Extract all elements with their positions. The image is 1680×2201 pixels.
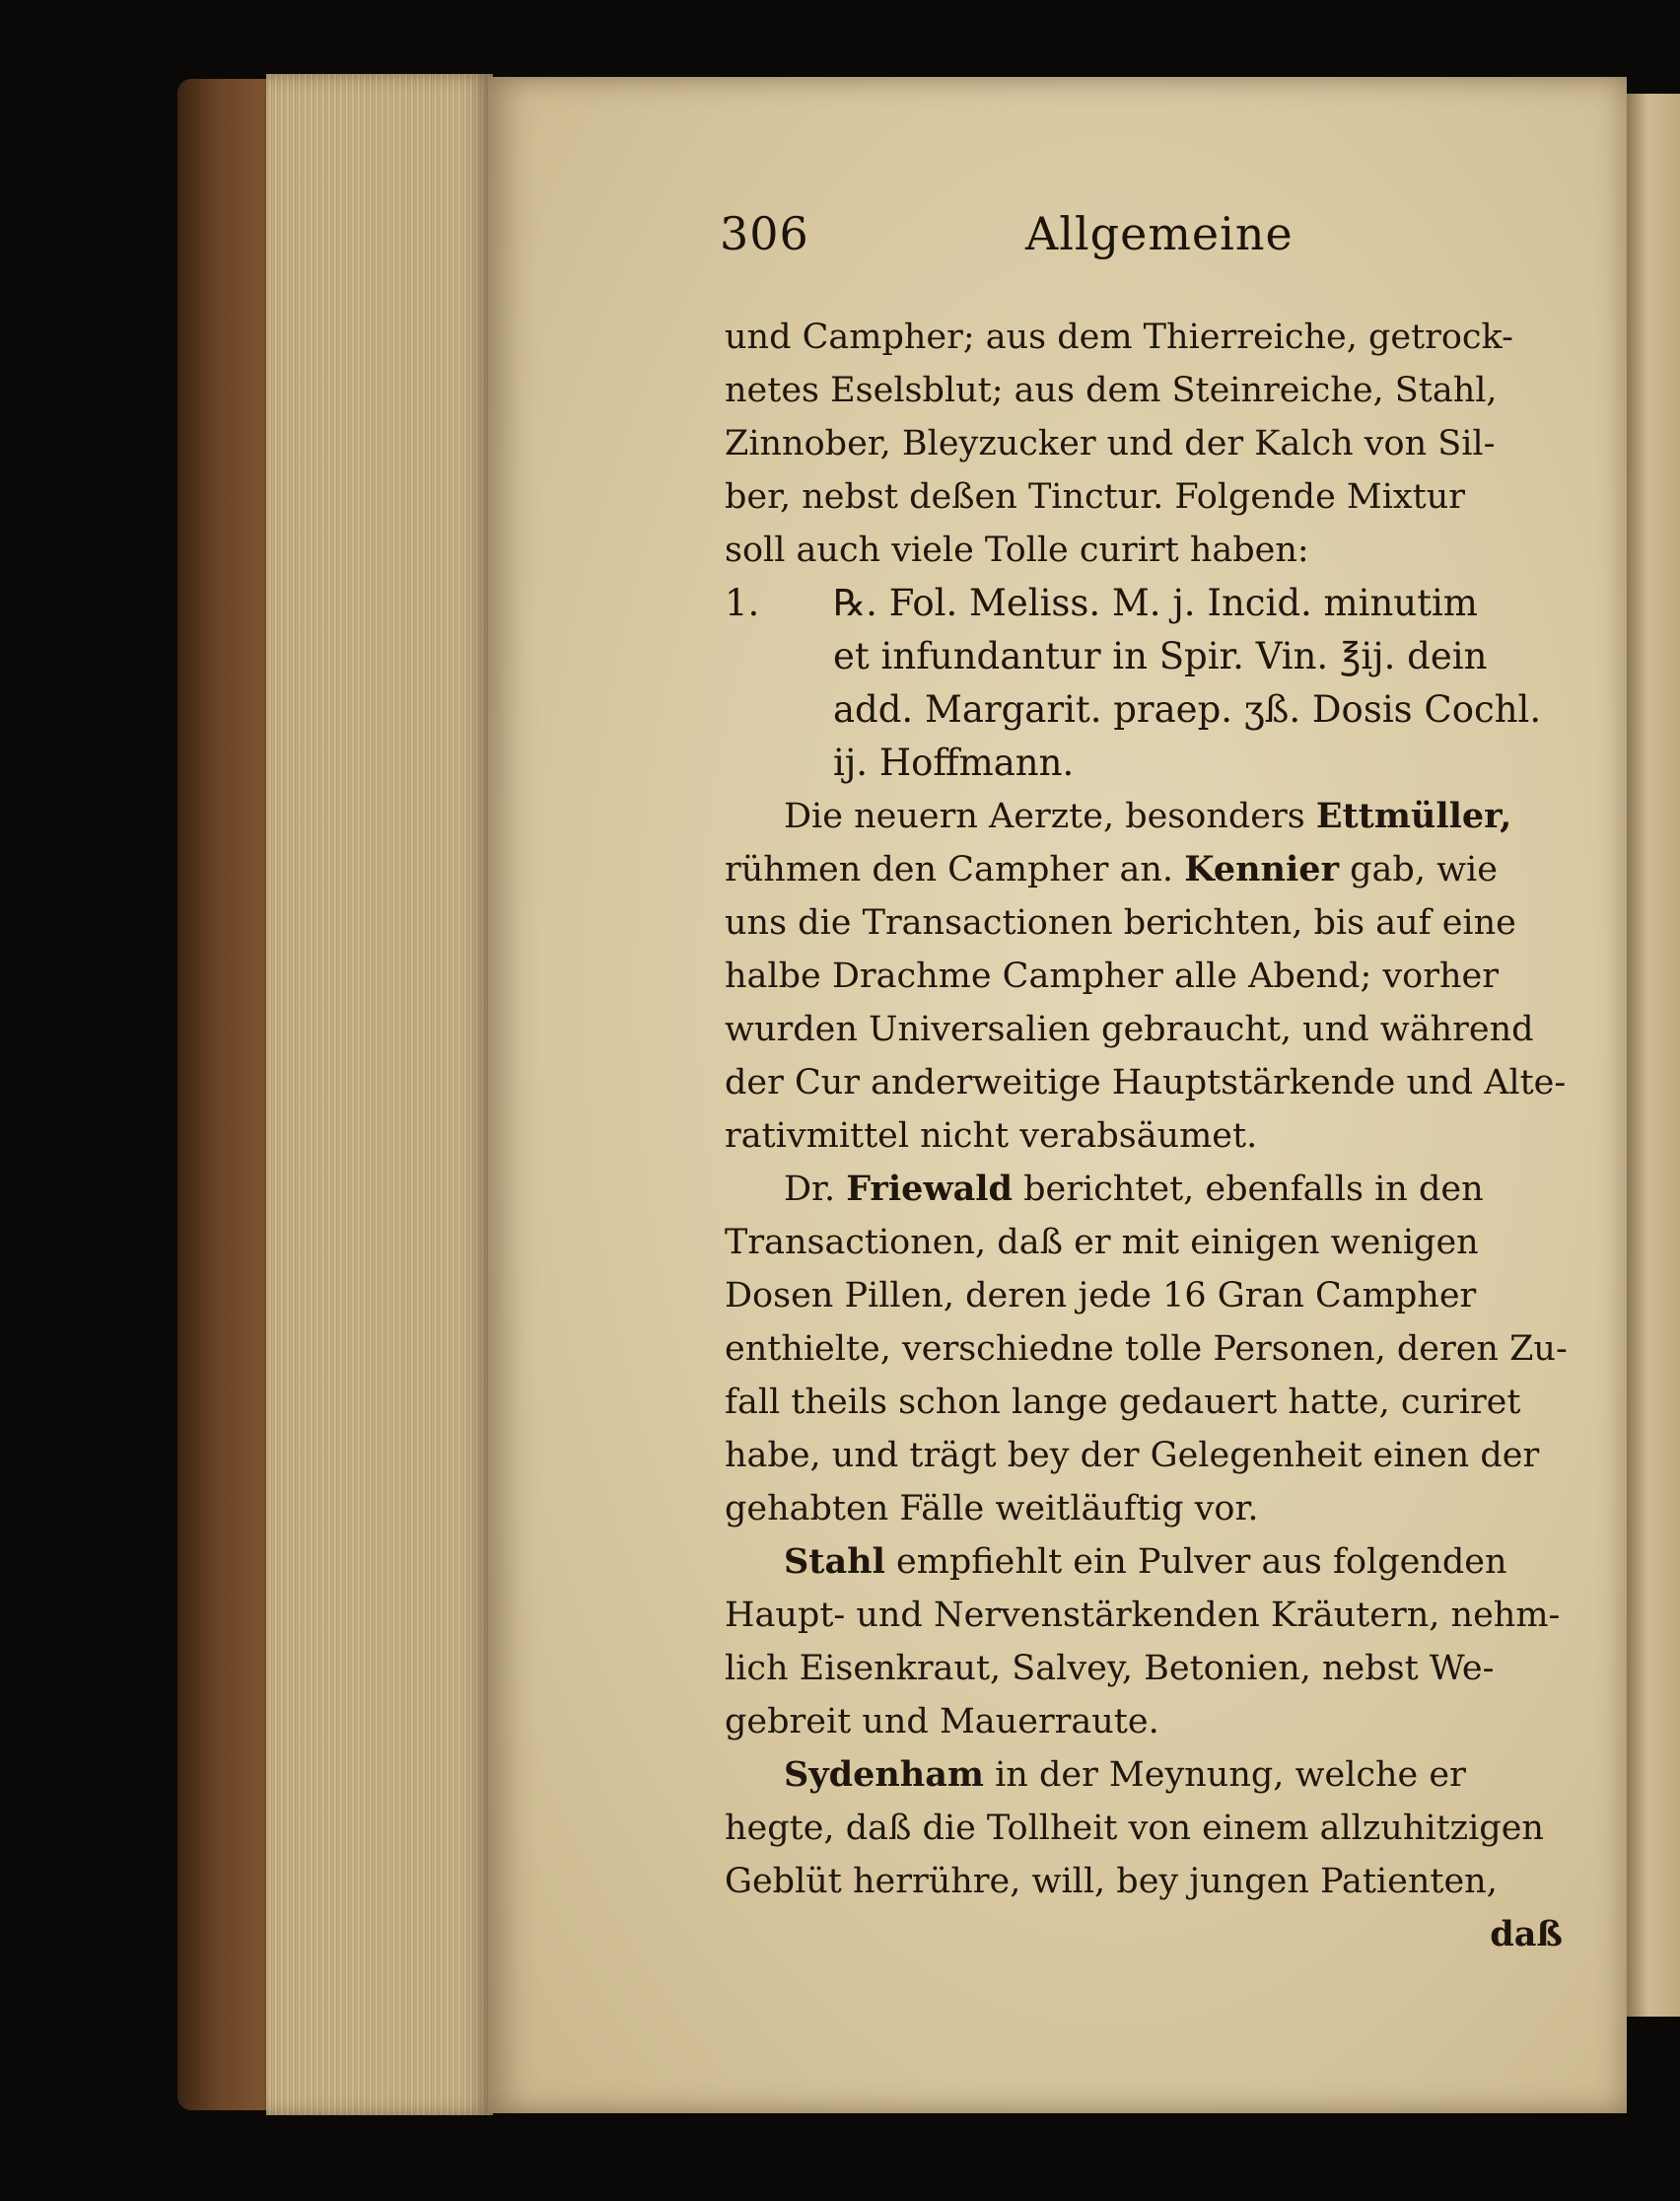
text-line: fall theils schon lange gedauert hatte, curiret [725,1383,1521,1422]
text-line: habe, und trägt bey der Gelegenheit einen der [725,1436,1540,1475]
text-run: berichtet, ebenfalls in den [1013,1170,1484,1209]
text-line: Haupt- und Nervenstärkenden Kräutern, nehm- [725,1596,1561,1635]
name-stahl: Stahl [784,1541,885,1582]
text-line: lich Eisenkraut, Salvey, Betonien, nebst We- [725,1649,1495,1688]
text-run: in der Meynung, welche er [983,1755,1466,1795]
recipe-line: ij. Hoffmann. [833,742,1075,784]
catchword: daß [1490,1914,1563,1954]
text-line: netes Eselsblut; aus dem Steinreiche, Stahl, [725,371,1498,410]
text-line: rativmittel nicht verabsäumet. [725,1116,1258,1156]
recipe-text: ℞. Fol. Meliss. M. j. Incid. minutim [833,582,1478,624]
text-line: enthielte, verschiedne tolle Personen, deren Zu- [725,1329,1568,1369]
body-text [725,311,1573,1961]
page-number: 306 [720,207,809,260]
text-run: gab, wie [1339,850,1498,889]
page-header [720,207,1627,276]
paragraph-start-line [725,1748,1573,1802]
recipe-line [725,577,1573,630]
text-run: Dr. [784,1170,847,1209]
text-line: wurden Universalien gebraucht, und während [725,1010,1534,1049]
paragraph-start-line [725,790,1573,843]
text-line: ber, nebst deßen Tinctur. Folgende Mixtur [725,477,1466,517]
text-line: Zinnober, Bleyzucker und der Kalch von Sil- [725,424,1496,463]
text-line: der Cur anderweitige Hauptstärkende und Alte- [725,1063,1567,1102]
recipe-number: 1. [725,582,760,624]
paragraph-start-line [725,1535,1573,1589]
text-line: Dosen Pillen, deren jede 16 Gran Campher [725,1276,1477,1315]
page-block-edges [266,74,493,2115]
text-line: und Campher; aus dem Thierreiche, getrock- [725,318,1513,357]
text-line: soll auch viele Tolle curirt haben: [725,531,1309,570]
text-run: rühmen den Campher an. [725,850,1185,889]
recipe-line: et infundantur in Spir. Vin. ℥ij. dein [833,635,1488,677]
paragraph-start-line [725,1163,1573,1216]
name-sydenham: Sydenham [784,1754,984,1795]
text-run: empfiehlt ein Pulver aus folgenden [884,1542,1507,1582]
text-line: gebreit und Mauerraute. [725,1702,1159,1741]
text-line: halbe Drachme Campher alle Abend; vorher [725,957,1499,996]
text-line: uns die Transactionen berichten, bis auf eine [725,903,1516,943]
text-run: Die neuern Aerzte, besonders [784,797,1316,836]
name-kennier: Kennier [1184,849,1340,889]
text-line: Transactionen, daß er mit einigen wenigen [725,1223,1479,1262]
text-line: gehabten Fälle weitläuftig vor. [725,1489,1259,1528]
text-line: Geblüt herrühre, will, bey jungen Patienten, [725,1862,1498,1901]
text-line [725,843,1573,896]
running-head: Allgemeine [1025,207,1294,260]
name-friewald: Friewald [846,1169,1014,1209]
facing-page-edge [1627,94,1680,2017]
text-line: hegte, daß die Tollheit von einem allzuhitzigen [725,1809,1544,1848]
name-ettmueller: Ettmüller, [1315,796,1512,836]
recipe-line: add. Margarit. praep. ʒß. Dosis Cochl. [833,688,1542,731]
